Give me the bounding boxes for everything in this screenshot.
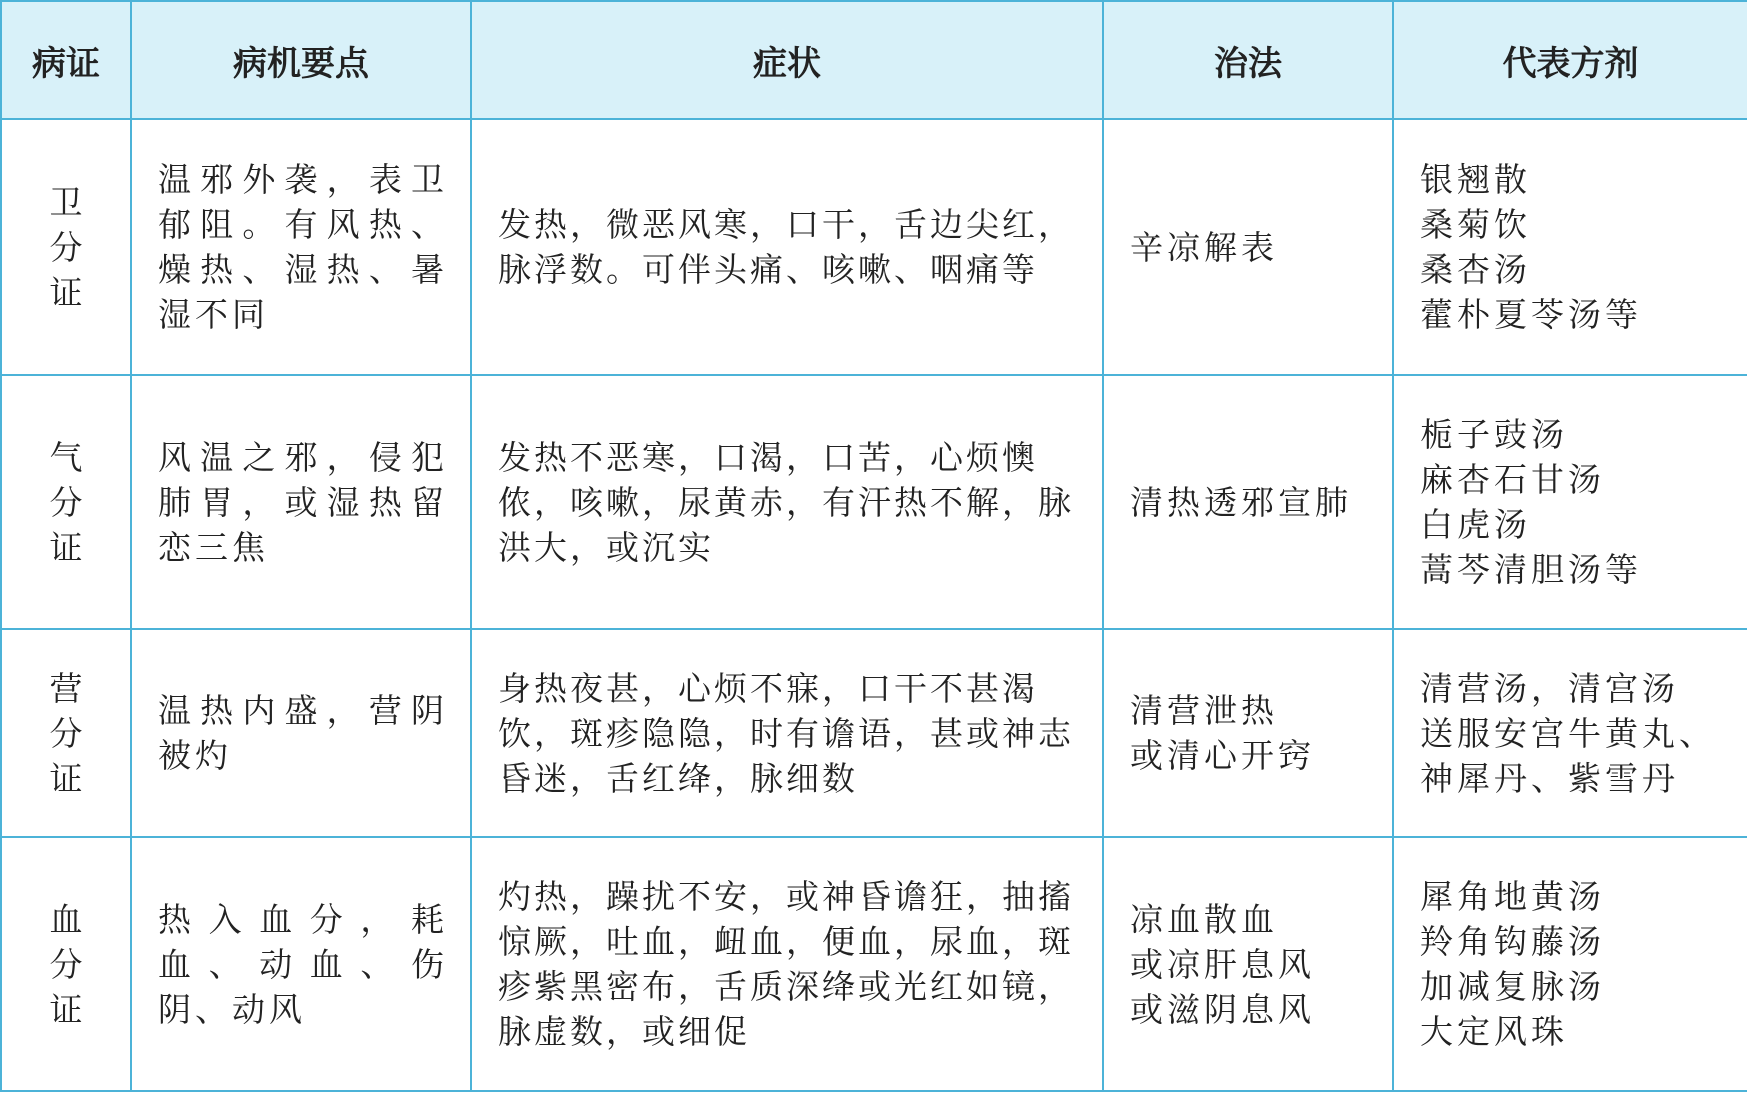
formula-line: 麻杏石甘汤 [1420, 460, 1605, 499]
formula-line: 清营汤，清宫汤 [1420, 668, 1679, 708]
syndrome-type-cell [1, 629, 131, 837]
formula-line: 蒿芩清胆汤等 [1420, 550, 1642, 589]
table-row [1, 375, 1747, 629]
treatment-line: 或凉肝息风 [1130, 944, 1315, 984]
header-symptoms: 症状 [471, 1, 1103, 119]
header-formulas: 代表方剂 [1393, 1, 1747, 119]
formula-line: 银翘散 [1420, 160, 1531, 199]
header-treatment: 治法 [1103, 1, 1393, 119]
formula-line: 栀子豉汤 [1420, 415, 1568, 454]
mechanism-text: 风温之邪，侵犯肺胃，或湿热留恋三焦 [158, 437, 448, 567]
formula-line: 加减复脉汤 [1420, 967, 1605, 1006]
formulas-cell [1393, 375, 1747, 629]
syndrome-type: 气分证 [49, 437, 83, 567]
symptoms-cell [471, 629, 1103, 837]
treatment-line: 清营泄热 [1130, 691, 1278, 730]
formula-line: 藿朴夏苓汤等 [1420, 295, 1642, 334]
treatment-cell [1103, 119, 1393, 375]
syndrome-type: 卫分证 [49, 182, 83, 312]
formula-line: 神犀丹、紫雪丹 [1420, 758, 1679, 798]
treatment-line: 或清心开窍 [1130, 736, 1315, 775]
treatment-line: 或滋阴息风 [1130, 989, 1315, 1029]
mechanism-text: 温热内盛，营阴被灼 [158, 691, 448, 775]
formulas-cell [1393, 837, 1747, 1091]
header-mechanism: 病机要点 [131, 1, 471, 119]
treatment-cell [1103, 375, 1393, 629]
symptoms-text: 身热夜甚，心烦不寐，口干不甚渴饮，斑疹隐隐，时有谵语，甚或神志昏迷，舌红绛，脉细数 [498, 668, 1074, 798]
symptoms-text: 灼热，躁扰不安，或神昏谵狂，抽搐惊厥，吐血，衄血，便血，尿血，斑疹紫黑密布，舌质深绛或光红如镜，脉虚数，或细促 [498, 877, 1074, 1051]
treatment-line: 清热透邪宣肺 [1130, 482, 1352, 522]
symptoms-cell [471, 837, 1103, 1091]
formula-line: 大定风珠 [1420, 1012, 1568, 1051]
syndrome-type-cell [1, 837, 131, 1091]
formulas-cell [1393, 629, 1747, 837]
mechanism-cell [131, 629, 471, 837]
mechanism-cell [131, 119, 471, 375]
mechanism-cell [131, 375, 471, 629]
formulas-cell [1393, 119, 1747, 375]
formula-line: 桑菊饮 [1420, 205, 1531, 244]
mechanism-cell [131, 837, 471, 1091]
syndrome-type: 营分证 [49, 668, 83, 798]
treatment-line: 辛凉解表 [1130, 227, 1278, 267]
symptoms-text: 发热，微恶风寒，口干，舌边尖红，脉浮数。可伴头痛、咳嗽、咽痛等 [498, 205, 1074, 289]
treatment-cell [1103, 629, 1393, 837]
table-row [1, 629, 1747, 837]
treatment-cell [1103, 837, 1393, 1091]
treatment-line: 凉血散血 [1130, 899, 1278, 939]
formula-line: 白虎汤 [1420, 505, 1531, 544]
formula-line: 羚角钩藤汤 [1420, 922, 1605, 961]
header-row [1, 1, 1747, 119]
symptoms-cell [471, 375, 1103, 629]
symptoms-cell [471, 119, 1103, 375]
table-row [1, 837, 1747, 1091]
formula-line: 犀角地黄汤 [1420, 877, 1605, 916]
syndrome-type-cell [1, 119, 131, 375]
syndrome-type: 血分证 [49, 899, 83, 1029]
formula-line: 桑杏汤 [1420, 250, 1531, 289]
table-row [1, 119, 1747, 375]
syndrome-type-cell [1, 375, 131, 629]
formula-line: 送服安宫牛黄丸、 [1420, 713, 1716, 753]
mechanism-text: 热入血分，耗血、动血、伤阴、动风 [158, 899, 448, 1029]
header-syndrome: 病证 [1, 1, 131, 119]
symptoms-text: 发热不恶寒，口渴，口苦，心烦懊侬，咳嗽，尿黄赤，有汗热不解，脉洪大，或沉实 [498, 437, 1074, 567]
mechanism-text: 温邪外袭，表卫郁阻。有风热、燥热、湿热、暑湿不同 [158, 160, 448, 334]
